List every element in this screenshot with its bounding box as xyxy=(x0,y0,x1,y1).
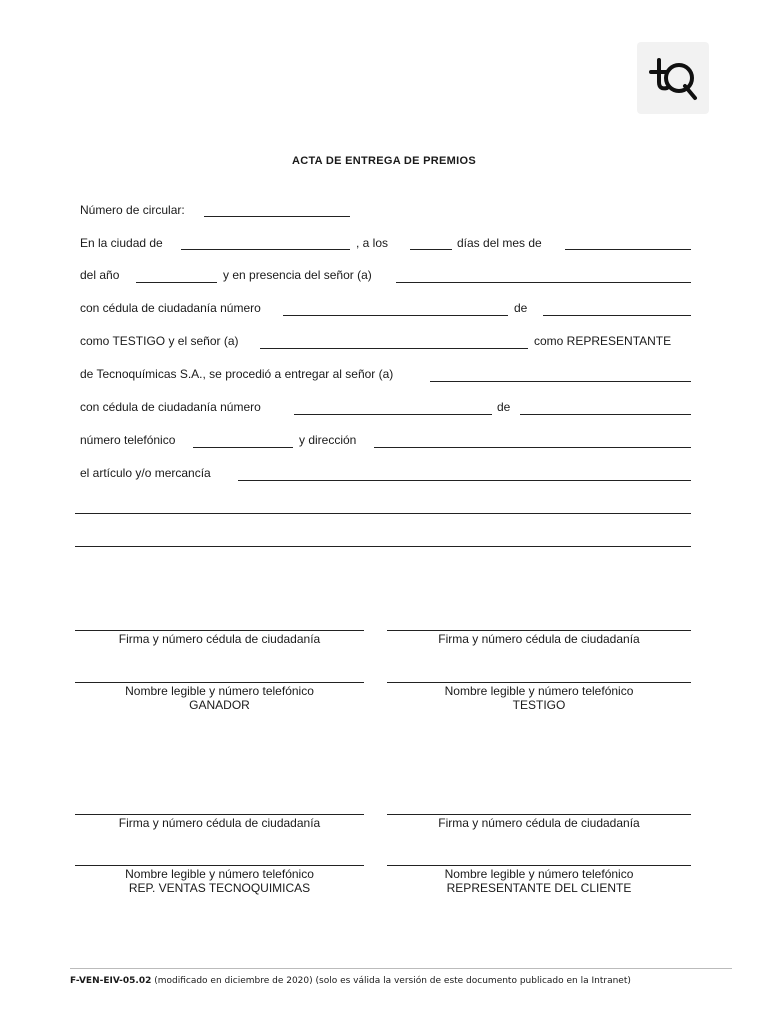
footer-rule xyxy=(70,968,732,969)
field-senor-entrega[interactable] xyxy=(430,381,691,382)
caption-nombre-rep-ventas: Nombre legible y número telefónico xyxy=(125,867,314,881)
field-senor-presencia[interactable] xyxy=(396,282,691,283)
label-de-2: de xyxy=(497,400,511,414)
label-del-anio: del año xyxy=(80,268,120,282)
field-de-1[interactable] xyxy=(543,315,691,316)
field-telefono[interactable] xyxy=(193,447,293,448)
caption-firma-rep-ventas: Firma y número cédula de ciudadanía xyxy=(118,816,321,830)
field-dias[interactable] xyxy=(410,249,452,250)
name-line-ganador[interactable] xyxy=(75,682,364,683)
footer xyxy=(70,976,631,986)
footer-note: (modificado en diciembre de 2020) (solo es válida la versión de este documento publicado en la Intranet) xyxy=(154,976,631,986)
field-articulo-line-3[interactable] xyxy=(75,546,691,547)
caption-nombre-testigo: Nombre legible y número telefónico xyxy=(444,684,634,698)
company-logo xyxy=(637,42,709,114)
role-ganador: GANADOR xyxy=(189,698,250,712)
name-line-rep-ventas[interactable] xyxy=(75,865,364,866)
signature-line-testigo[interactable] xyxy=(387,630,691,631)
label-dias-mes: días del mes de xyxy=(457,236,542,250)
field-numero-circular[interactable] xyxy=(204,216,350,217)
role-testigo: TESTIGO xyxy=(512,698,566,712)
footer-code: F-VEN-EIV-05.02 xyxy=(70,976,152,986)
name-line-rep-cliente[interactable] xyxy=(387,865,691,866)
document-title: ACTA DE ENTREGA DE PREMIOS xyxy=(291,155,476,167)
label-presencia: y en presencia del señor (a) xyxy=(223,268,372,282)
field-cedula-1[interactable] xyxy=(283,315,508,316)
field-articulo[interactable] xyxy=(238,480,691,481)
label-numero-circular: Número de circular: xyxy=(80,203,185,217)
signature-line-rep-ventas[interactable] xyxy=(75,814,364,815)
field-articulo-line-2[interactable] xyxy=(75,513,691,514)
caption-nombre-ganador: Nombre legible y número telefónico xyxy=(125,684,314,698)
label-articulo: el artículo y/o mercancía xyxy=(80,466,211,480)
name-line-testigo[interactable] xyxy=(387,682,691,683)
label-testigo: como TESTIGO y el señor (a) xyxy=(80,334,239,348)
signature-line-rep-cliente[interactable] xyxy=(387,814,691,815)
caption-firma-ganador: Firma y número cédula de ciudadanía xyxy=(118,632,321,646)
caption-nombre-rep-cliente: Nombre legible y número telefónico xyxy=(444,867,634,881)
field-anio[interactable] xyxy=(136,282,217,283)
field-ciudad[interactable] xyxy=(181,249,350,250)
caption-firma-rep-cliente: Firma y número cédula de ciudadanía xyxy=(438,816,640,830)
field-de-2[interactable] xyxy=(520,414,691,415)
label-cedula-2: con cédula de ciudadanía número xyxy=(80,400,261,414)
tq-logo-mark xyxy=(637,42,709,114)
label-direccion: y dirección xyxy=(299,433,357,447)
field-mes[interactable] xyxy=(565,249,691,250)
label-cedula-1: con cédula de ciudadanía número xyxy=(80,301,261,315)
caption-firma-testigo: Firma y número cédula de ciudadanía xyxy=(438,632,640,646)
label-tecnoquimicas: de Tecnoquímicas S.A., se procedió a entregar al señor (a) xyxy=(80,367,394,381)
label-a-los: , a los xyxy=(356,236,389,250)
field-senor-testigo[interactable] xyxy=(260,348,528,349)
role-rep-ventas: REP. VENTAS TECNOQUIMICAS xyxy=(128,881,311,895)
role-rep-cliente: REPRESENTANTE DEL CLIENTE xyxy=(446,881,632,895)
label-ciudad: En la ciudad de xyxy=(80,236,163,250)
label-de-1: de xyxy=(514,301,528,315)
field-direccion[interactable] xyxy=(374,447,691,448)
signature-line-ganador[interactable] xyxy=(75,630,364,631)
label-telefono: número telefónico xyxy=(80,433,176,447)
label-representante: como REPRESENTANTE xyxy=(534,334,672,348)
field-cedula-2[interactable] xyxy=(294,414,492,415)
